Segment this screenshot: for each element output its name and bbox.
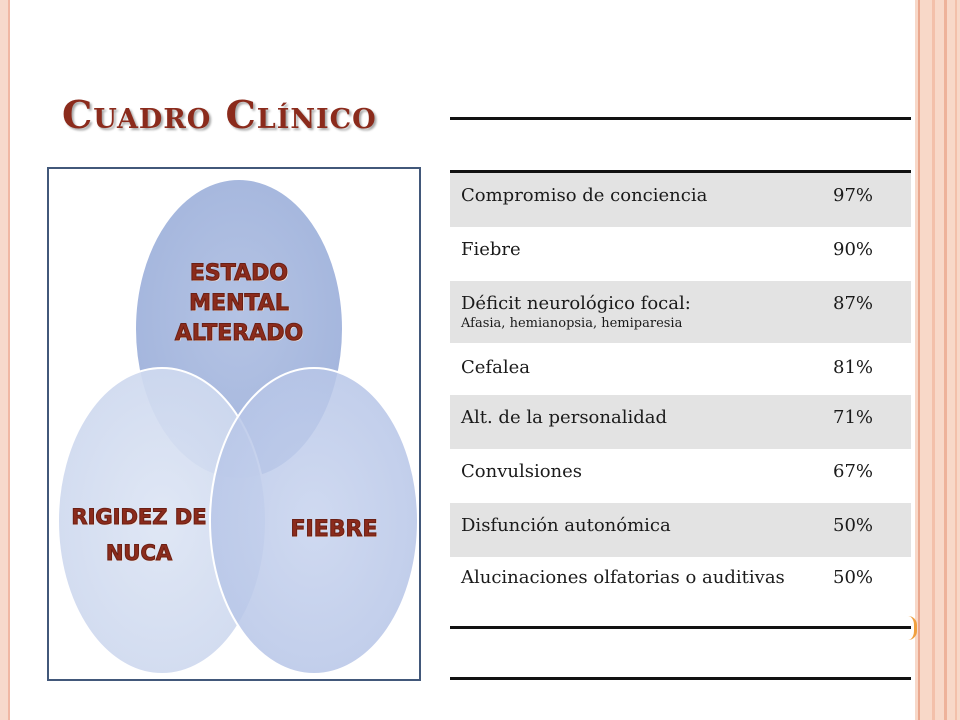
symptom-label: Alucinaciones olfatorias o auditivas xyxy=(461,567,785,588)
symptom-label: Disfunción autonómica xyxy=(461,515,671,536)
right-stripe xyxy=(932,0,935,720)
symptom-percent: 90% xyxy=(833,239,874,260)
table-row xyxy=(450,503,911,557)
table-row xyxy=(450,281,911,343)
left-frame-decoration xyxy=(0,0,10,720)
estado-mental-label: ESTADO MENTAL ALTERADO xyxy=(174,261,304,346)
slide-title: Cuadro Clínico xyxy=(62,92,377,137)
table-row xyxy=(450,557,911,626)
symptom-label: Cefalea xyxy=(461,357,530,378)
symptom-percent: 50% xyxy=(833,567,874,588)
table-row xyxy=(450,343,911,395)
symptom-percent: 87% xyxy=(833,293,874,314)
symptom-percent: 97% xyxy=(833,185,874,206)
fiebre-label: FIEBRE xyxy=(290,517,378,542)
venn-svg xyxy=(49,169,419,679)
symptom-percent: 67% xyxy=(833,461,874,482)
right-stripe xyxy=(944,0,947,720)
symptom-label-block xyxy=(461,293,821,333)
symptom-sublabel: Afasia, hemianopsia, hemiparesia xyxy=(461,316,683,331)
symptom-percent: 71% xyxy=(833,407,874,428)
top-rule xyxy=(450,117,911,120)
symptom-percent: 81% xyxy=(833,357,874,378)
right-frame-decoration xyxy=(915,0,960,720)
symptoms-table xyxy=(450,170,911,629)
symptom-label: Fiebre xyxy=(461,239,521,260)
table-row xyxy=(450,173,911,227)
table-row xyxy=(450,395,911,449)
symptom-label: Alt. de la personalidad xyxy=(461,407,668,428)
venn-diagram xyxy=(47,167,421,681)
table-row xyxy=(450,227,911,281)
symptom-label: Compromiso de conciencia xyxy=(461,185,708,206)
right-stripe xyxy=(955,0,957,720)
right-stripe xyxy=(918,0,920,720)
symptom-label: Déficit neurológico focal: xyxy=(461,293,691,314)
symptom-percent: 50% xyxy=(833,515,874,536)
bottom-rule xyxy=(450,677,911,680)
rigidez-nuca-label: RIGIDEZ DE NUCA xyxy=(71,505,207,565)
table-row xyxy=(450,449,911,503)
symptom-label: Convulsiones xyxy=(461,461,583,482)
